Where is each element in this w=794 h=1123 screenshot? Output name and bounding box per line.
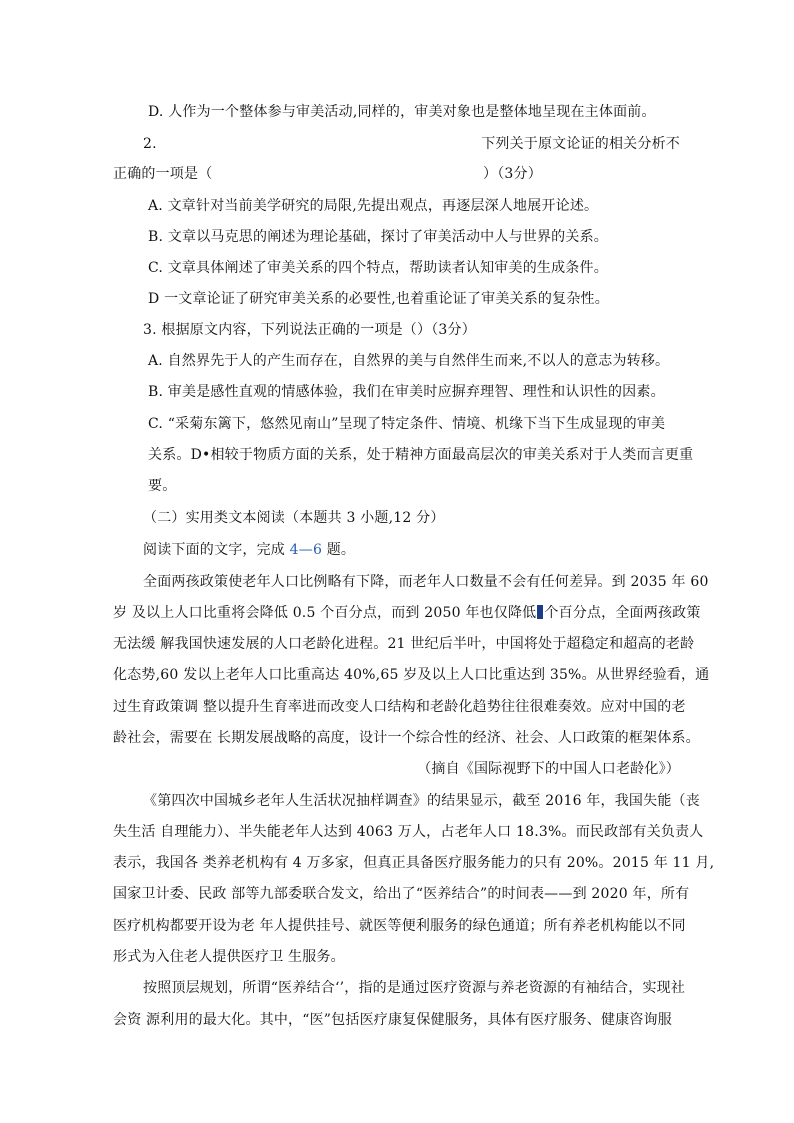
option-d-q1: D. 人作为一个整体参与审美活动,同样的，审美对象也是整体地呈现在主体面前。 [148,104,656,120]
para1-line2-b: 个百分点，全面两孩政策 [544,605,701,621]
question-range-link[interactable]: 4—6 [289,542,323,558]
instruction-suffix: 题。 [322,542,356,558]
q3-option-a: A. 自然界先于人的产生而存在，自然界的美与自然伴生而来,不以人的意志为转移。 [148,353,670,369]
para2-line4: 国家卫计委、民政 部等九部委联合发文，给出了“医养结合”的时间表——到 2020 年，所有 [113,886,690,902]
para2-line3: 表示，我国各 类养老机构有 4 万多家，但真正具备医疗服务能力的只有 20%。2015 年 11 月, [113,855,715,871]
q2-option-b: B. 文章以马克思的阐述为理论基础，探讨了审美活动中人与世界的关系。 [148,229,608,245]
q3-option-c-line2: 关系。D•相较于物质方面的关系，处于精神方面最高层次的审美关系对于人类而言更重 [148,447,694,463]
para2-line6: 形式为入住老人提供医疗卫 生服务。 [113,949,345,965]
q2-score: ）（3分） [483,166,542,182]
instruction [143,540,355,560]
source-citation: （摘自《国际视野下的中国人口老龄化》） [417,761,680,777]
bracket-marker-icon [537,605,543,619]
para1-line1: 全面两孩政策使老年人口比例略有下降，而老年人口数量不会有任何差异。到 2035 年 60 [143,574,709,590]
para1-line2 [113,603,701,623]
q3-option-b: B. 审美是感性直观的情感体验，我们在审美时应摒弃理智、理性和认识性的因素。 [148,384,665,400]
para3-line1: 按照顶层规划，所谓“医养结合‘’，指的是通过医疗资源与养老资源的有袖结合，实现社 [143,980,686,996]
para1-line5: 过生育政策调 整以提升生育率进而改变人口结构和老龄化趋势往往很难奏效。应对中国的老 [113,699,686,715]
q2-option-c: C. 文章具体阐述了审美关系的四个特点，帮助读者认知审美的生成条件。 [148,260,608,276]
instruction-prefix: 阅读下面的文字，完成 [143,542,290,558]
para1-line2-a: 岁 及以上人口比重将会降低 0.5 个百分点，而到 2050 年也仅降低 [113,605,537,621]
para2-line1: 《第四次中国城乡老年人生活状况抽样调查》的结果显示，截至 2016 年，我国失能（丧 [143,793,700,809]
q3-option-c-line1: C. “采菊东篱下，悠然见南山”呈现了特定条件、情境、机缘下当下生成显现的审美 [148,416,666,432]
para2-line2: 失生活 自理能力）、半失能老年人达到 4063 万人，占老年人口 18.3%。而民政部有关负责人 [113,824,704,840]
para2-line5: 医疗机构都要开设为老 年人提供挂号、就医等便利服务的绿色通道；所有养老机构能以不同 [113,918,686,934]
q2-stem-left: 正确的一项是（ [113,166,213,182]
para1-line4: 化态势,60 发以上老年人口比重高达 40%,65 岁及以上人口比重达到 35%。从世界经验看，通 [113,667,710,683]
q2-option-d: D 一文章论证了研究审美关系的必要性,也着重论证了审美关系的复杂性。 [148,291,609,307]
section-heading: （二）实用类文本阅读（本题共 3 小题,12 分） [143,510,445,526]
q2-stem-right: 下列关于原文论证的相关分析不 [481,136,680,152]
para3-line2: 会资 源利用的最大化。其中，“医”包括医疗康复保健服务，具体有医疗服务、健康咨询服 [113,1012,672,1028]
para1-line6: 龄社会，需要在 长期发展战略的高度，设计一个综合性的经济、社会、人口政策的框架体系。 [113,730,700,746]
q3-stem: 3. 根据原文内容，下列说法正确的一项是（）（3分） [143,322,476,338]
q2-option-a: A. 文章针对当前美学研究的局限,先提出观点，再逐层深人地展开论述。 [148,198,599,214]
q2-number: 2. [143,136,157,152]
q3-option-c-line3: 要。 [148,478,177,494]
para1-line3: 无法缓 解我国快速发展的人口老龄化进程。21 世纪后半叶，中国将处于超稳定和超高的老龄 [113,636,695,652]
